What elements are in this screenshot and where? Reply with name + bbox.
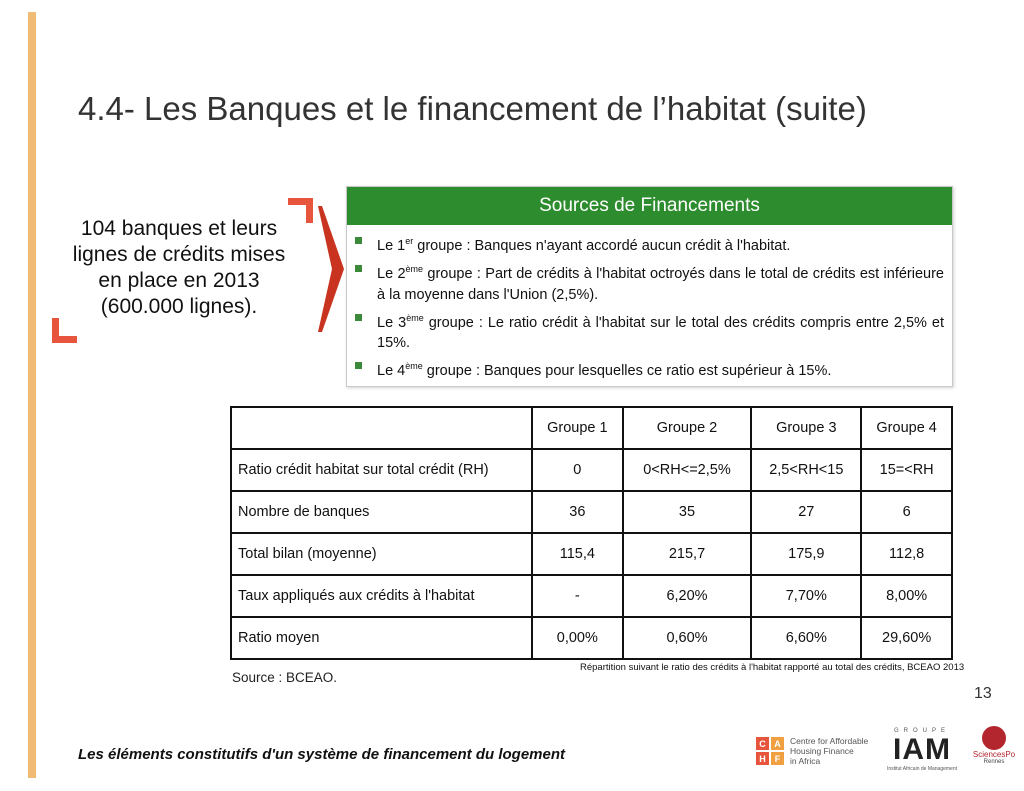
iam-wordmark: IAM — [893, 733, 951, 766]
table-cell: 0 — [532, 449, 623, 491]
callout-bracket-bottom-left — [52, 318, 77, 343]
table-row — [231, 617, 952, 659]
cahf-tile: A — [771, 737, 784, 750]
table-header-cell: Groupe 1 — [532, 407, 623, 449]
row-label: Taux appliqués aux crédits à l'habitat — [231, 575, 532, 617]
square-bullet-icon — [355, 237, 362, 244]
table-cell: 6,60% — [751, 617, 861, 659]
bank-groups-table — [230, 406, 953, 660]
row-label: Ratio crédit habitat sur total crédit (RH) — [231, 449, 532, 491]
sciencespo-emblem-icon — [982, 726, 1006, 750]
table-cell: 29,60% — [861, 617, 952, 659]
table-row — [231, 575, 952, 617]
list-item: Le 1er groupe : Banques n'ayant accordé aucun crédit à l'habitat. — [377, 231, 944, 257]
cahf-line: Centre for Affordable — [790, 736, 869, 746]
list-item: Le 3ème groupe : Le ratio crédit à l'habitat sur le total des crédits compris entre 2,5% et 15%. — [377, 308, 944, 355]
table-cell: 0<RH<=2,5% — [623, 449, 752, 491]
page-number: 13 — [974, 685, 992, 702]
sciencespo-logo — [966, 726, 1022, 765]
chevron-right-icon — [318, 206, 344, 332]
left-accent-bar — [28, 12, 36, 778]
cahf-line: in Africa — [790, 756, 821, 766]
table-cell: 0,60% — [623, 617, 752, 659]
table-cell: 112,8 — [861, 533, 952, 575]
iam-logo — [880, 728, 964, 772]
table-cell: 2,5<RH<15 — [751, 449, 861, 491]
cahf-logo — [756, 736, 886, 766]
table-header-cell: Groupe 4 — [861, 407, 952, 449]
table-cell: 6,20% — [623, 575, 752, 617]
table-row — [231, 533, 952, 575]
table-row — [231, 449, 952, 491]
sources-list — [347, 225, 952, 382]
row-label: Ratio moyen — [231, 617, 532, 659]
table-cell: 35 — [623, 491, 752, 533]
table-caption: Répartition suivant le ratio des crédits à l'habitat rapporté au total des crédits, BCEAO 2013 — [580, 662, 965, 673]
callout-line: lignes de crédits mises — [72, 243, 286, 266]
table-cell: 7,70% — [751, 575, 861, 617]
table-cell: 27 — [751, 491, 861, 533]
callout-line: en place en 2013 — [98, 269, 260, 292]
table-cell: 115,4 — [532, 533, 623, 575]
table-cell: 6 — [861, 491, 952, 533]
cahf-logo-mark — [756, 737, 784, 765]
list-item: Le 2ème groupe : Part de crédits à l'habitat octroyés dans le total de crédits est inférieure à la moyenne dans l'Union (2,5%). — [377, 259, 944, 306]
table-header-empty — [231, 407, 532, 449]
table-cell: 175,9 — [751, 533, 861, 575]
cahf-tile: F — [771, 752, 784, 765]
table-cell: 215,7 — [623, 533, 752, 575]
cahf-logo-text — [790, 736, 886, 766]
cahf-line: Housing Finance — [790, 746, 854, 756]
source-note: Source : BCEAO. — [232, 670, 338, 685]
table-header-cell: Groupe 3 — [751, 407, 861, 449]
table-header-row — [231, 407, 952, 449]
sciencespo-name: SciencesPo — [972, 750, 1016, 759]
slide-title: 4.4- Les Banques et le financement de l’habitat (suite) — [78, 90, 867, 127]
square-bullet-icon — [355, 265, 362, 272]
iam-groupe-text: GROUPE — [893, 728, 950, 734]
table-header-cell: Groupe 2 — [623, 407, 752, 449]
sources-header: Sources de Financements — [347, 187, 952, 225]
sciencespo-city: Rennes — [983, 759, 1005, 765]
table-cell: 8,00% — [861, 575, 952, 617]
table-cell: 36 — [532, 491, 623, 533]
iam-subtitle: Institut Africain de Management — [886, 766, 958, 772]
row-label: Total bilan (moyenne) — [231, 533, 532, 575]
square-bullet-icon — [355, 314, 362, 321]
row-label: Nombre de banques — [231, 491, 532, 533]
footer-title: Les éléments constitutifs d'un système de financement du logement — [78, 746, 566, 763]
cahf-tile: H — [756, 752, 769, 765]
sources-panel — [346, 186, 953, 387]
table-row — [231, 491, 952, 533]
cahf-tile: C — [756, 737, 769, 750]
table-cell: 0,00% — [532, 617, 623, 659]
callout-line: 104 banques et leurs — [80, 217, 278, 240]
table-cell: - — [532, 575, 623, 617]
callout-line: (600.000 lignes). — [100, 295, 258, 318]
table-cell: 15=<RH — [861, 449, 952, 491]
callout-text — [52, 216, 306, 320]
square-bullet-icon — [355, 362, 362, 369]
list-item: Le 4ème groupe : Banques pour lesquelles ce ratio est supérieur à 15%. — [377, 356, 944, 382]
